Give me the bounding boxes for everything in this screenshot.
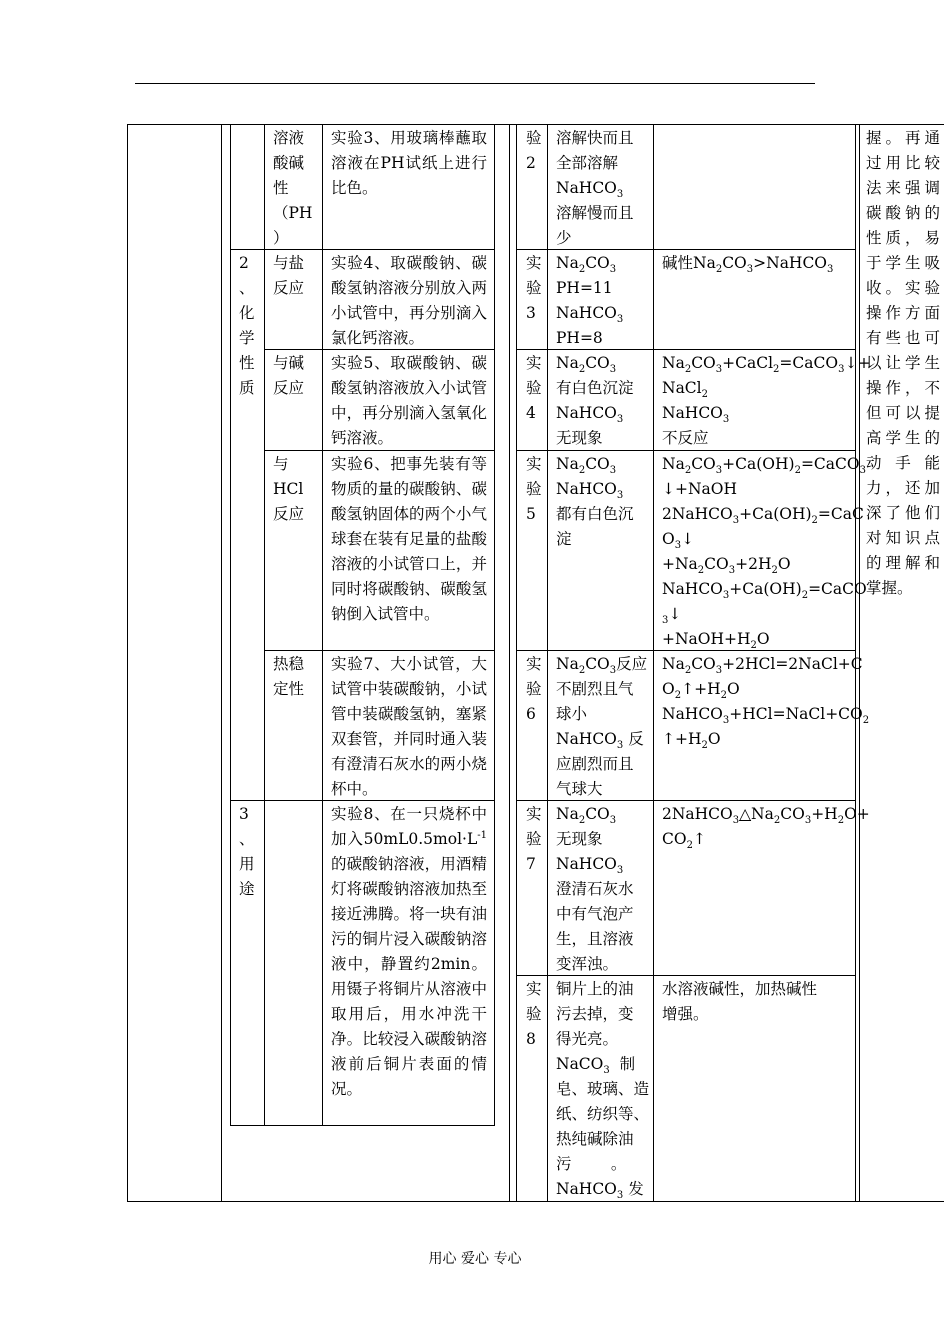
page-footer: 用心 爱心 专心 <box>428 1251 522 1267</box>
left-table-divider <box>264 124 265 1125</box>
property-cell-hcl: 与 HCl 反应 <box>273 455 305 523</box>
phenomenon-cell-5: $Na_2CO_3$ NaHCO$_3$ 都有白色沉 淀 <box>556 455 634 548</box>
left-table-rule <box>264 650 495 651</box>
experiment-label-5: 实 验 5 <box>526 455 542 523</box>
property-cell-thermal: 热稳 定性 <box>273 655 305 698</box>
teaching-notes: 握。再通过用比较法来强调碳酸钠的性质，易于学生吸收。实验操作方面有些也可以让学生操作，不但可以提高学生的动手能力，还加深了他们对知识点的理解和掌握。 <box>866 129 940 597</box>
phenomenon-cell-8: 铜片上的油 污去掉，变 得光亮。 NaCO$_3$ 制 皂、玻璃、造 纸、纺织等、 热纯碱除油 污 。 NaHCO$_3$ 发 <box>556 980 650 1202</box>
right-table-divider <box>547 124 548 1202</box>
outer-col-divider-3 <box>516 124 517 1202</box>
conclusion-cell-8: 水溶液碱性，加热碱性 增强。 <box>662 980 818 1023</box>
experiment-cell-4: 实验4、取碳酸钠、碳酸氢钠溶液分别放入两小试管中，再分别滴入氯化钙溶液。 <box>331 254 487 347</box>
conclusion-cell-7: $2NaHCO_3\triangle Na_2CO_3+H_2O+$ $CO_2↑$ <box>662 805 870 852</box>
experiment-label-3: 实 验 3 <box>526 254 542 322</box>
conclusion-cell-4: $Na_2CO_3+CaCl_2=CaCO_3↓+$ NaCl$_2$ NaHCO$_3$ 不反应 <box>662 354 871 447</box>
property-cell-salt: 与盐 反应 <box>273 254 305 297</box>
section-chemical-properties: 2 、 化 学 性 质 <box>239 254 255 397</box>
header-rule <box>135 83 815 84</box>
experiment-label-4: 实 验 4 <box>526 354 542 422</box>
left-table-rule <box>230 249 495 250</box>
phenomenon-cell-2: 溶解快而且 全部溶解 NaHCO$_3$ 溶解慢而且 少 <box>556 129 634 247</box>
outer-left-border <box>127 124 128 1202</box>
property-cell-ph: 溶液 酸碱 性 （PH ） <box>273 129 313 247</box>
phenomenon-cell-7: $Na_2CO_3$ 无现象 NaHCO$_3$ 澄清石灰水 中有气泡产 生，且溶液 变浑浊。 <box>556 805 634 973</box>
experiment-label-8: 实 验 8 <box>526 980 542 1048</box>
phenomenon-cell-6: $Na_2CO_3$反应 不剧烈且气 球小 NaHCO$_3$ 反 应剧烈而且 气球大 <box>556 655 648 798</box>
conclusion-cell-6: $Na_2CO_3+2HCl=2NaCl+C$ $O_2↑+H_2O$ $NaHCO_3+HCl=NaCl+CO_2$ $↑+H_2O$ <box>662 655 870 752</box>
experiment-label-2: 验 2 <box>526 129 542 172</box>
left-table-border <box>494 124 495 1125</box>
outer-top-border <box>127 124 944 125</box>
experiment-cell-6: 实验6、把事先装有等物质的量的碳酸钠、碳酸氢钠固体的两个小气球套在装有足量的盐酸溶液的小试管口上，并同时将碳酸钠、碳酸氢钠倒入试管中。 <box>331 455 487 623</box>
experiment-label-6: 实 验 6 <box>526 655 542 723</box>
experiment-cell-5: 实验5、取碳酸钠、碳酸氢钠溶液放入小试管中，再分别滴入氢氧化钙溶液。 <box>331 354 487 447</box>
property-cell-base: 与碱 反应 <box>273 354 305 397</box>
conclusion-cell-3: 碱性$Na_2CO_3>NaHCO_3$ <box>662 254 834 276</box>
experiment-label-7: 实 验 7 <box>526 805 542 873</box>
experiment-cell-3: 实验3、用玻璃棒蘸取溶液在PH试纸上进行比色。 <box>331 129 487 197</box>
experiment-cell-7: 实验7、大小试管，大试管中装碳酸钠，小试管中装碳酸氢钠，塞紧双套管，并同时通入装有澄清石灰水的两小烧杯中。 <box>331 655 487 798</box>
left-table-border <box>230 124 231 1125</box>
experiment-cell-8: 实验8、在一只烧杯中加入$50mL0.5mol\cdot L^{-1}$的碳酸钠溶液，用酒精灯将碳酸钠溶液加热至接近沸腾。将一块有油污的铜片浸入碳酸钠溶液中，静置约2min。用镊子将铜片从溶液中取用后，用水冲洗干净。比较浸入碳酸钠溶液前后铜片表面的情况。 <box>331 805 487 1098</box>
phenomenon-cell-4: $Na_2CO_3$ 有白色沉淀 NaHCO$_3$ 无现象 <box>556 354 634 447</box>
section-uses: 3 、 用 途 <box>239 805 255 898</box>
outer-col-divider-2 <box>509 124 510 1202</box>
conclusion-cell-5: $Na_2CO_3+Ca(OH)_2=CaCO_3$ ↓+NaOH $2NaHCO_3+Ca(OH)_2=CaC$ $O_3↓$ $+Na_2CO_3+2H_2O$ $NaHCO_3+Ca(OH)_2=CaCO$ $_3$↓ $+NaOH+H_2O$ <box>662 455 867 652</box>
left-table-divider <box>322 124 323 1125</box>
outer-col-divider-1 <box>221 124 222 1202</box>
phenomenon-cell-3: $Na_2CO_3$ PH=11 NaHCO$_3$ PH=8 <box>556 254 624 347</box>
outer-bottom-border <box>127 1201 944 1202</box>
left-table-rule <box>230 1125 495 1126</box>
right-table-divider <box>653 124 654 1202</box>
